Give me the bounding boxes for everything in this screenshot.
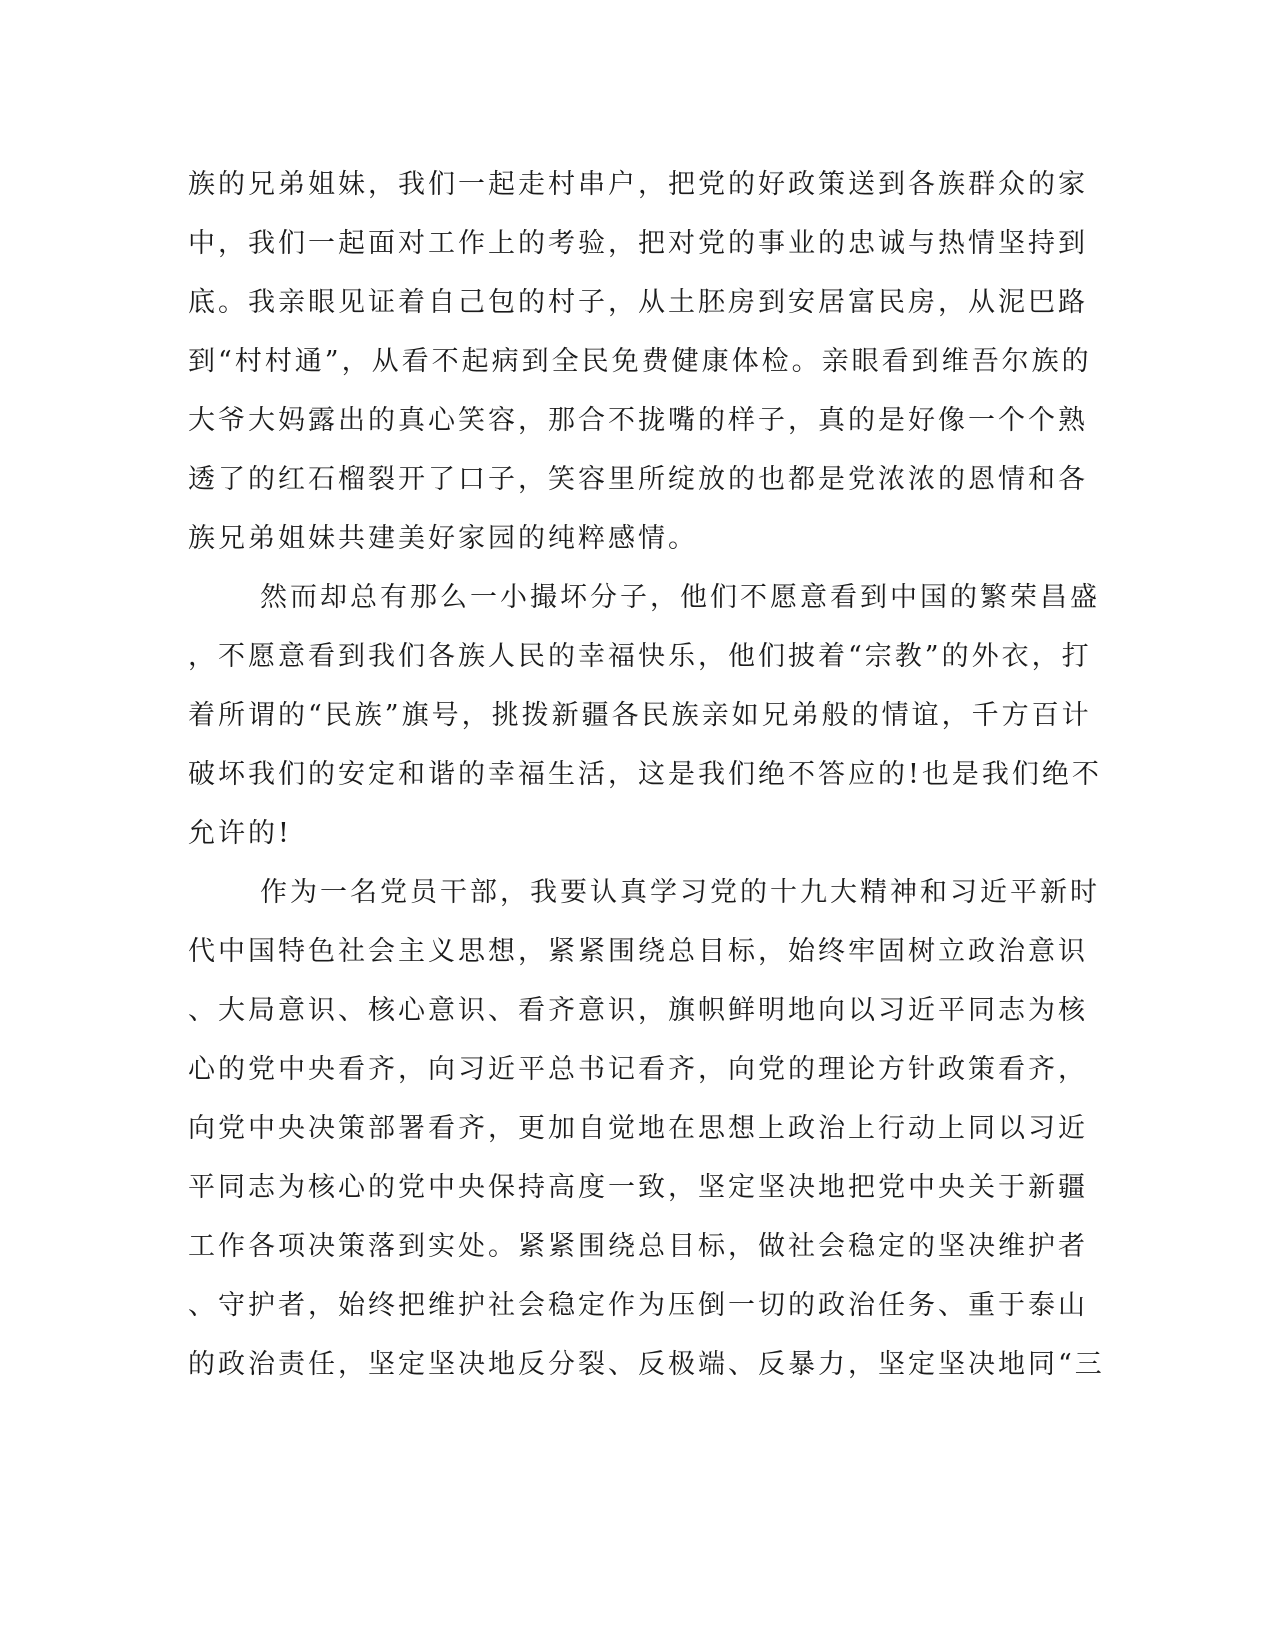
text-line: 的政治责任，坚定坚决地反分裂、反极端、反暴力，坚定坚决地同“三 <box>188 1349 1105 1380</box>
body-text <box>188 155 1105 1394</box>
text-line: 族兄弟姐妹共建美好家园的纯粹感情。 <box>188 523 698 554</box>
text-line: 破坏我们的安定和谐的幸福生活，这是我们绝不答应的!也是我们绝不 <box>188 759 1102 790</box>
text-line: 心的党中央看齐，向习近平总书记看齐，向党的理论方针政策看齐， <box>188 1054 1088 1085</box>
text-line: 允许的! <box>188 818 292 849</box>
text-line: 平同志为核心的党中央保持高度一致，坚定坚决地把党中央关于新疆 <box>188 1172 1088 1203</box>
text-line: 透了的红石榴裂开了口子，笑容里所绽放的也都是党浓浓的恩情和各 <box>188 464 1088 495</box>
text-line: 中，我们一起面对工作上的考验，把对党的事业的忠诚与热情坚持到 <box>188 228 1088 259</box>
text-line: 向党中央决策部署看齐，更加自觉地在思想上政治上行动上同以习近 <box>188 1113 1088 1144</box>
paragraph-start-line: 作为一名党员干部，我要认真学习党的十九大精神和习近平新时 <box>260 877 1100 908</box>
text-line: 、守护者，始终把维护社会稳定作为压倒一切的政治任务、重于泰山 <box>188 1290 1088 1321</box>
text-line: ，不愿意看到我们各族人民的幸福快乐，他们披着“宗教”的外衣，打 <box>188 641 1092 672</box>
paragraph-start-line: 然而却总有那么一小撮坏分子，他们不愿意看到中国的繁荣昌盛 <box>260 582 1100 613</box>
text-line: 着所谓的“民族”旗号，挑拨新疆各民族亲如兄弟般的情谊，千方百计 <box>188 700 1092 731</box>
text-line: 大爷大妈露出的真心笑容，那合不拢嘴的样子，真的是好像一个个熟 <box>188 405 1088 436</box>
text-line: 、大局意识、核心意识、看齐意识，旗帜鲜明地向以习近平同志为核 <box>188 995 1088 1026</box>
text-line: 工作各项决策落到实处。紧紧围绕总目标，做社会稳定的坚决维护者 <box>188 1231 1088 1262</box>
text-line: 族的兄弟姐妹，我们一起走村串户，把党的好政策送到各族群众的家 <box>188 169 1088 200</box>
text-line: 代中国特色社会主义思想，紧紧围绕总目标，始终牢固树立政治意识 <box>188 936 1088 967</box>
text-line: 底。我亲眼见证着自己包的村子，从土胚房到安居富民房，从泥巴路 <box>188 287 1088 318</box>
text-line: 到“村村通”，从看不起病到全民免费健康体检。亲眼看到维吾尔族的 <box>188 346 1092 377</box>
